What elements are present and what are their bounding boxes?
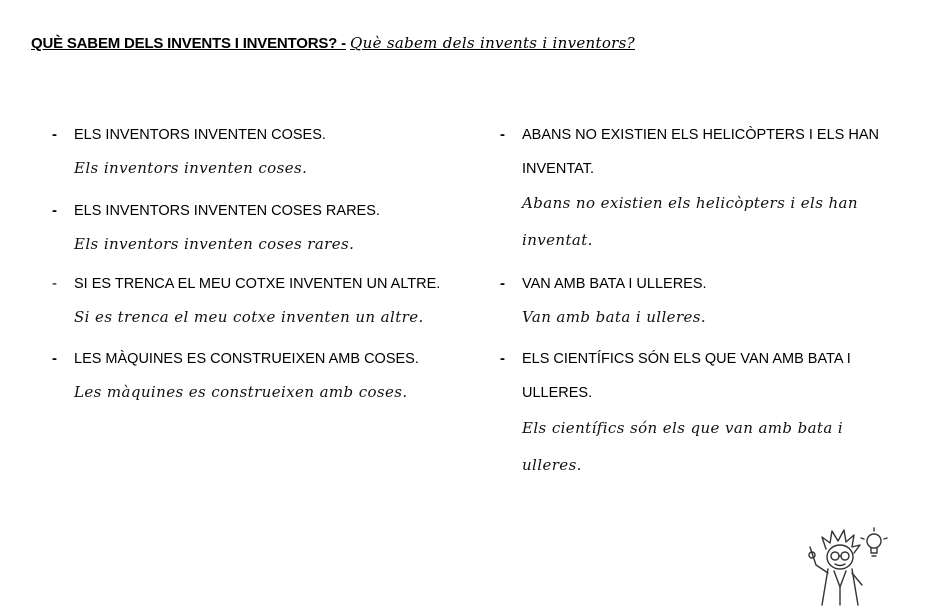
dash-bullet: - xyxy=(52,202,57,219)
item-script: Els inventors inventen coses. xyxy=(74,159,308,177)
item-uppercase: ELS INVENTORS INVENTEN COSES RARES. xyxy=(74,203,380,219)
dash-bullet: - xyxy=(500,126,505,143)
item-uppercase: ELS INVENTORS INVENTEN COSES. xyxy=(74,127,326,143)
item-script: Si es trenca el meu cotxe inventen un altre. xyxy=(74,308,424,326)
item-script: Els científics són els que van amb bata i ulleres. xyxy=(522,419,844,474)
dash-bullet: - xyxy=(52,275,57,292)
item-script: Els inventors inventen coses rares. xyxy=(74,235,355,253)
item-uppercase: ELS CIENTÍFICS SÓN ELS QUE VAN AMB BATA I ULLERES. xyxy=(522,351,851,401)
title-script: Què sabem dels invents i inventors? xyxy=(350,34,635,52)
item-script: Abans no existien els helicòpters i els han inventat. xyxy=(522,194,858,249)
item-uppercase: VAN AMB BATA I ULLERES. xyxy=(522,276,707,292)
dash-bullet: - xyxy=(52,126,57,143)
inventor-lightbulb-icon xyxy=(800,527,890,607)
item-uppercase: ABANS NO EXISTIEN ELS HELICÒPTERS I ELS HAN INVENTAT. xyxy=(522,127,879,177)
dash-bullet: - xyxy=(52,350,57,367)
dash-bullet: - xyxy=(500,350,505,367)
item-script: Les màquines es construeixen amb coses. xyxy=(74,383,408,401)
page-title xyxy=(31,34,635,52)
item-script: Van amb bata i ulleres. xyxy=(522,308,707,326)
title-uppercase: QUÈ SABEM DELS INVENTS I INVENTORS? - xyxy=(31,35,346,52)
item-uppercase: LES MÀQUINES ES CONSTRUEIXEN AMB COSES. xyxy=(74,351,419,367)
item-uppercase: SI ES TRENCA EL MEU COTXE INVENTEN UN ALTRE. xyxy=(74,276,441,292)
dash-bullet: - xyxy=(500,275,505,292)
